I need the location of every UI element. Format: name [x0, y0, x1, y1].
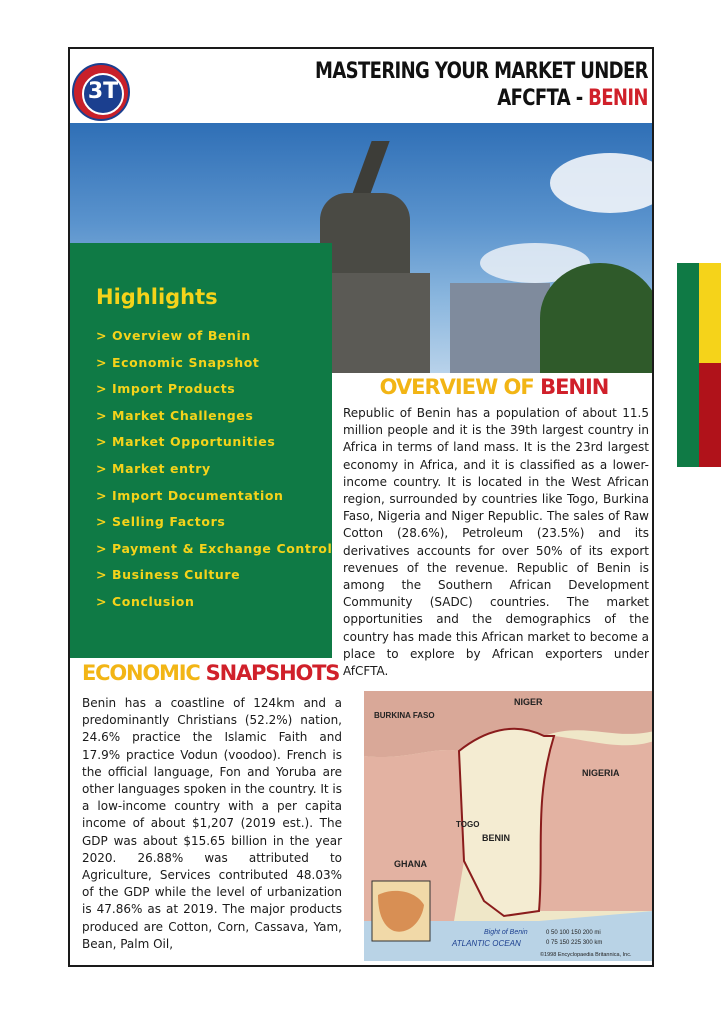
map-label-benin: BENIN [482, 833, 511, 843]
title-country: BENIN [588, 86, 648, 111]
highlight-item: > Payment & Exchange Control [96, 540, 333, 556]
highlight-item: > Import Documentation [96, 487, 284, 503]
highlights-list [96, 323, 332, 616]
economic-heading: ECONOMIC SNAPSHOTS [82, 661, 340, 685]
map-label-niger: NIGER [514, 697, 543, 707]
highlight-item: > Selling Factors [96, 514, 226, 530]
page-frame [68, 47, 654, 967]
building [450, 283, 550, 373]
highlight-item: > Conclusion [96, 593, 195, 609]
map-credit: ©1998 Encyclopaedia Britannica, Inc. [540, 952, 632, 958]
title-line-2: AFCFTA - BENIN [497, 86, 648, 111]
highlight-item: > Market Opportunities [96, 434, 276, 450]
cloud [550, 153, 652, 213]
map-label-togo: TOGO [456, 820, 480, 829]
economic-body: Benin has a coastline of 124km and a predominantly Christians (52.2%) nation, 24.6% practice the Islamic Faith and 17.9% practice Vodun (voodoo). French is the official language, Fon and Yoruba are other languages spoken in the country. It is a low-income country with a per capita income of about $1,207 (2019 est.). The GDP was about $15.65 billion in the year 2020. 26.88% was attributed to Agriculture, Services contributed 48.03% of the GDP while the level of urbanization is 47.86% as at 2019. The major products produced are Cotton, Corn, Cassava, Yam, Bean, Palm Oil, [82, 696, 342, 951]
highlight-item: > Business Culture [96, 567, 241, 583]
highlight-item: > Overview of Benin [96, 328, 251, 343]
company-logo [72, 63, 130, 121]
side-tab-yellow [699, 263, 721, 363]
benin-map [364, 691, 654, 961]
logo-mark: 3T [87, 79, 119, 104]
highlights-panel [70, 243, 332, 658]
trees [540, 263, 652, 373]
overview-heading: OVERVIEW OF BENIN [379, 375, 609, 399]
statue [320, 193, 410, 283]
highlight-item: > Economic Snapshot [96, 354, 260, 370]
side-tab-red [699, 363, 721, 467]
map-label-ocean: ATLANTIC OCEAN [452, 939, 521, 948]
highlights-title: Highlights [96, 285, 218, 309]
map-label-burkina: BURKINA FASO [374, 711, 435, 720]
map-label-bight: Bight of Benin [484, 929, 528, 936]
overview-body: Republic of Benin has a population of about 11.5 million people and it is the 39th largest country in Africa in terms of land mass. It is the 23rd largest economy in Africa, and it is classified as a lower-income country. It is located in the West African region, surrounded by countries like Togo, Burkina Faso, Nigeria and Niger Republic. The sales of Raw Cotton (28.6%), Petroleum (23.5%) and its derivatives accounts for over 50% of its export revenues of the revenue. Republic of Benin is among the Southern African Development Community (SADC) countries. The market opportunities and the demographics of the country has made this African market to become a place to explore by African exporters under AfCFTA. [343, 406, 649, 679]
nigeria-region [539, 736, 654, 911]
map-label-ghana: GHANA [394, 859, 427, 869]
map-scale-miles: 0 50 100 150 200 mi [546, 930, 601, 936]
highlight-item: > Market Challenges [96, 407, 254, 423]
highlight-item: > Market entry [96, 460, 211, 476]
highlight-item: > Import Products [96, 381, 236, 397]
map-scale-km: 0 75 150 225 300 km [546, 940, 603, 946]
map-label-nigeria: NIGERIA [582, 768, 620, 778]
page-title [315, 58, 648, 112]
header [70, 49, 652, 125]
title-line-1: MASTERING YOUR MARKET UNDER [315, 59, 648, 84]
side-tab-green [677, 263, 699, 467]
